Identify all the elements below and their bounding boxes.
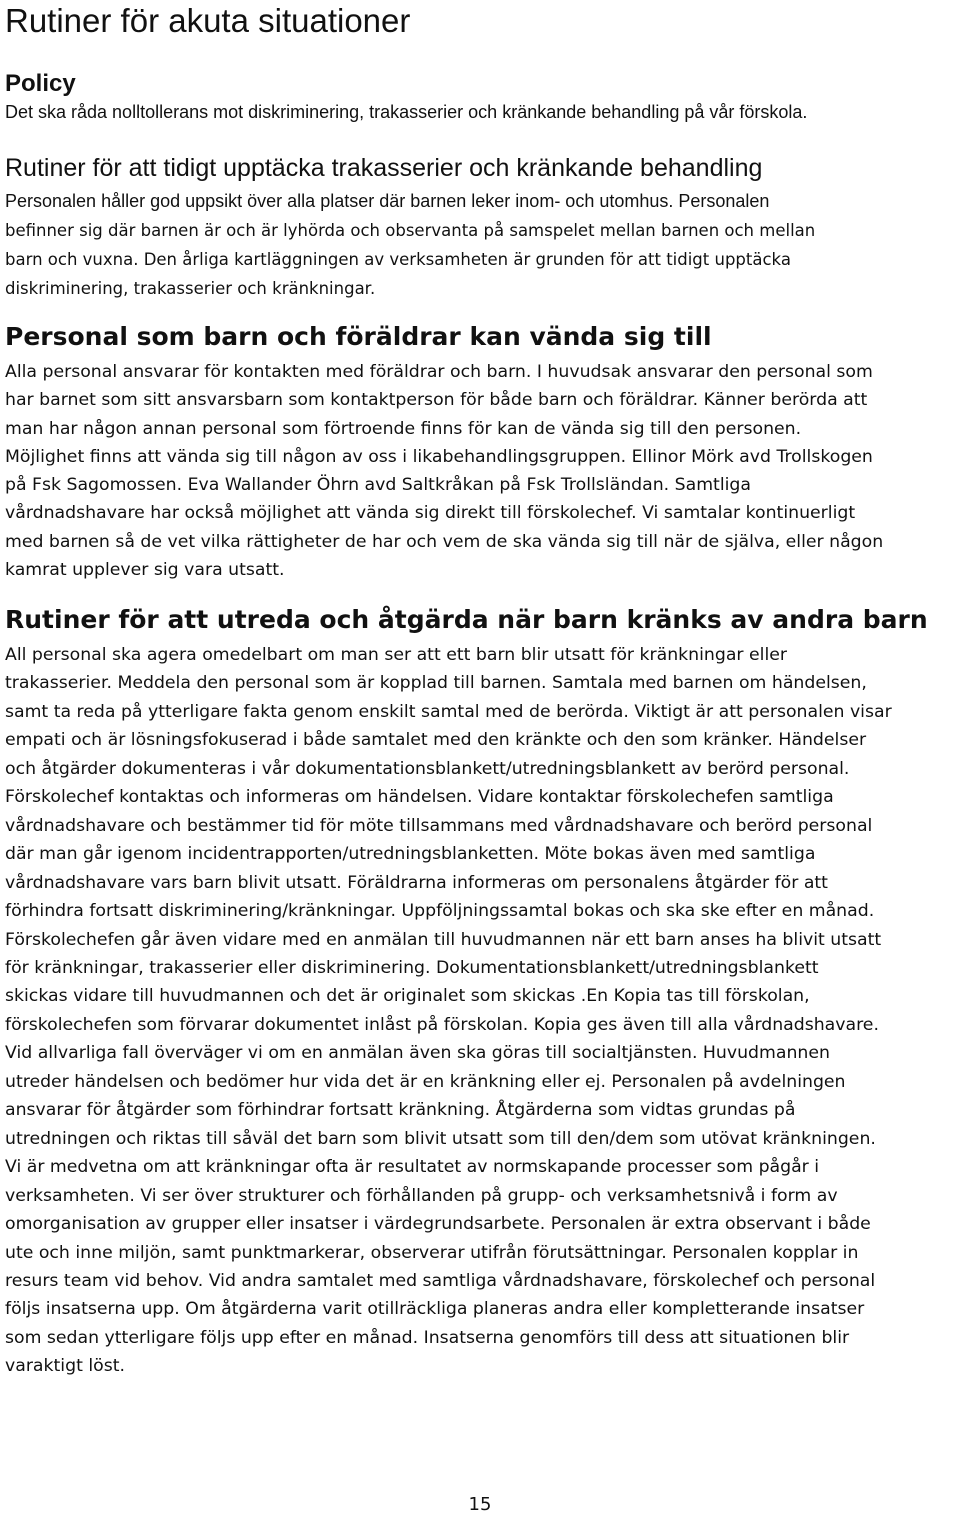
- paragraph-line: förskolechefen som förvarar dokumentet inlåst på förskolan. Kopia ges även till alla vårdnadshavare.: [5, 1014, 879, 1035]
- paragraph-line: man har någon annan personal som förtroende finns för kan de vända sig till den personen.: [5, 418, 802, 439]
- paragraph-line: ute och inne miljön, samt punktmarkerar, observerar utifrån förutsättningar. Personalen kopplar in: [5, 1242, 859, 1263]
- paragraph-line: Vi är medvetna om att kränkningar ofta är resultatet av normskapande processer som pågår i: [5, 1157, 820, 1178]
- paragraph-line: empati och är lösningsfokuserad i både samtalet med den kränkte och den som kränker. Händelser: [5, 730, 867, 751]
- paragraph-line: förhindra fortsatt diskriminering/kränkningar. Uppföljningssamtal bokas och ska ske efter en månad.: [5, 901, 875, 922]
- section-heading-upptacka: Rutiner för att tidigt upptäcka trakasserier och kränkande behandling: [5, 154, 763, 182]
- paragraph-line: ansvarar för åtgärder som förhindrar fortsatt kränkning. Åtgärderna som vidtas grundas på: [5, 1100, 796, 1121]
- policy-heading: Policy: [5, 70, 76, 97]
- paragraph-line: följs insatserna upp. Om åtgärderna varit otillräckliga planeras andra eller kompletterande insatser: [5, 1299, 865, 1320]
- paragraph-line: kamrat upplever sig vara utsatt.: [5, 560, 285, 581]
- paragraph-line: Förskolechef kontaktas och informeras om händelsen. Vidare kontaktar förskolechefen samtliga: [5, 787, 834, 808]
- document-title: Rutiner för akuta situationer: [5, 2, 411, 39]
- paragraph-line: Förskolechefen går även vidare med en anmälan till huvudmannen när ett barn anses ha blivit utsatt: [5, 929, 882, 950]
- paragraph-line: på Fsk Sagomossen. Eva Wallander Öhrn avd Saltkråkan på Fsk Trollsländan. Samtliga: [5, 475, 751, 496]
- paragraph-line: vårdnadshavare vars barn blivit utsatt. Föräldrarna informeras om personalens åtgärder för att: [5, 872, 828, 893]
- section-heading-vanda: Personal som barn och föräldrar kan vända sig till: [5, 322, 712, 351]
- paragraph-line: All personal ska agera omedelbart om man ser att ett barn blir utsatt för kränkningar eller: [5, 645, 787, 665]
- paragraph-line: befinner sig där barnen är och är lyhörda och observanta på samspelet mellan barnen och mellan: [5, 221, 816, 240]
- section-body-utreda: [5, 641, 960, 1381]
- section-heading-utreda: Rutiner för att utreda och åtgärda när barn kränks av andra barn: [5, 605, 928, 634]
- paragraph-line: Vid allvarliga fall överväger vi om en anmälan även ska göras till socialtjänsten. Huvudmannen: [5, 1043, 830, 1064]
- paragraph-line: barn och vuxna. Den årliga kartläggningen av verksamheten är grunden för att tidigt upptäcka: [5, 250, 791, 269]
- paragraph-line: varaktigt löst.: [5, 1356, 125, 1377]
- paragraph-line: diskriminering, trakasserier och kränkningar.: [5, 279, 376, 298]
- page-number: 15: [468, 1494, 492, 1515]
- paragraph-line: som sedan ytterligare följs upp efter en månad. Insatserna genomförs till dess att situationen blir: [5, 1327, 850, 1348]
- section-body-upptacka: [5, 187, 957, 303]
- paragraph-line: har barnet som sitt ansvarsbarn som kontaktperson för både barn och föräldrar. Känner berörda att: [5, 390, 868, 411]
- paragraph-line: vårdnadshavare och bestämmer tid för möte tillsammans med vårdnadshavare och berörd personal: [5, 815, 873, 836]
- paragraph-line: med barnen så de vet vilka rättigheter de har och vem de ska vända sig till när de själva, eller någon: [5, 531, 884, 552]
- paragraph-line: vårdnadshavare har också möjlighet att vända sig direkt till förskolechef. Vi samtalar kontinuerligt: [5, 503, 856, 524]
- paragraph-line: Alla personal ansvarar för kontakten med föräldrar och barn. I huvudsak ansvarar den personal som: [5, 362, 873, 382]
- policy-text: Det ska råda nolltollerans mot diskriminering, trakasserier och kränkande behandling på vår förskola.: [5, 102, 808, 122]
- paragraph-line: och åtgärder dokumenteras i vår dokumentationsblankett/utredningsblankett av berörd personal.: [5, 758, 850, 779]
- paragraph-line: omorganisation av grupper eller insatser i värdegrundsarbete. Personalen är extra observant i både: [5, 1214, 871, 1235]
- paragraph-line: Möjlighet finns att vända sig till någon av oss i likabehandlingsgruppen. Ellinor Mörk avd Trollskogen: [5, 446, 873, 467]
- paragraph-line: resurs team vid behov. Vid andra samtalet med samtliga vårdnadshavare, förskolechef och personal: [5, 1270, 876, 1291]
- paragraph-line: skickas vidare till huvudmannen och det är originalet som skickas .En Kopia tas till förskolan,: [5, 986, 810, 1007]
- paragraph-line: trakasserier. Meddela den personal som är kopplad till barnen. Samtala med barnen om händelsen,: [5, 673, 867, 694]
- paragraph-line: Personalen håller god uppsikt över alla platser där barnen leker inom- och utomhus. Personalen: [5, 191, 770, 211]
- paragraph-line: verksamheten. Vi ser över strukturer och förhållanden på grupp- och verksamhetsnivå i form av: [5, 1185, 838, 1206]
- paragraph-line: för kränkningar, trakasserier eller diskriminering. Dokumentationsblankett/utredningsblankett: [5, 957, 819, 978]
- paragraph-line: utreder händelsen och bedömer hur vida det är en kränkning eller ej. Personalen på avdelningen: [5, 1071, 846, 1092]
- section-body-vanda: [5, 358, 957, 584]
- paragraph-line: samt ta reda på ytterligare fakta genom enskilt samtal med de berörda. Viktigt är att personalen visar: [5, 701, 892, 722]
- paragraph-line: utredningen och riktas till såväl det barn som blivit utsatt som till den/dem som utövat kränkningen.: [5, 1128, 876, 1149]
- paragraph-line: där man går igenom incidentrapporten/utredningsblanketten. Möte bokas även med samtliga: [5, 844, 816, 865]
